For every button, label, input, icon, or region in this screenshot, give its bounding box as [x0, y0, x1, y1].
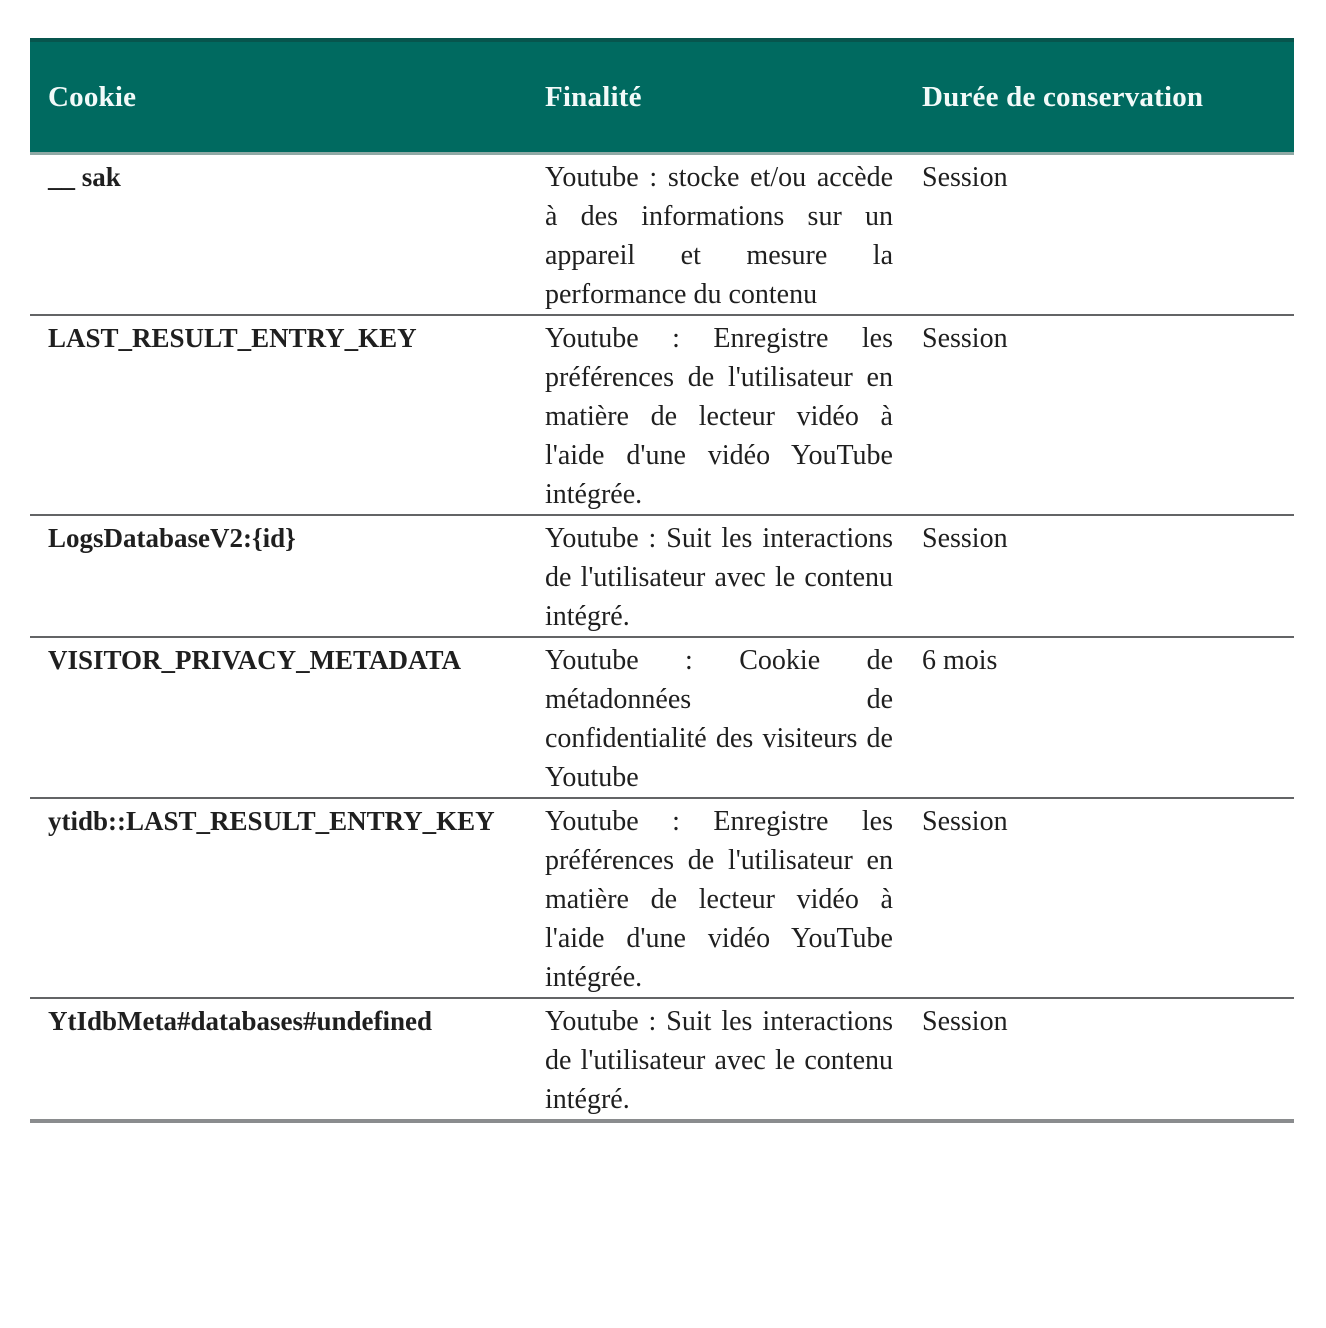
cookie-name-cell: ytidb::LAST_RESULT_ENTRY_KEY — [48, 806, 495, 836]
header-cell-purpose: Finalité — [545, 80, 642, 113]
cookie-name-cell: LogsDatabaseV2:{id} — [48, 523, 296, 553]
cookie-name-cell: LAST_RESULT_ENTRY_KEY — [48, 323, 417, 353]
table-row — [30, 997, 1294, 1119]
table-row — [30, 797, 1294, 997]
purpose-cell: Youtube : Suit les interactions de l'utilisateur avec le contenu intégré. — [545, 1006, 893, 1115]
duration-cell: Session — [922, 806, 1008, 837]
cookies-table — [30, 38, 1294, 1123]
duration-cell: 6 mois — [922, 645, 998, 676]
header-cell-duration: Durée de conservation — [922, 80, 1204, 113]
table-row — [30, 314, 1294, 514]
cookie-name-cell: YtIdbMeta#databases#undefined — [48, 1006, 433, 1036]
header-cell-cookie: Cookie — [48, 80, 137, 113]
purpose-cell: Youtube : Cookie de métadonnées de confidentialité des visiteurs de Youtube — [545, 645, 893, 793]
table-row — [30, 155, 1294, 314]
table-header-row — [30, 38, 1294, 155]
cookie-name-cell: __ sak — [48, 162, 121, 192]
duration-cell: Session — [922, 523, 1008, 554]
duration-cell: Session — [922, 162, 1008, 193]
purpose-cell: Youtube : Suit les interactions de l'utilisateur avec le contenu intégré. — [545, 523, 893, 632]
purpose-cell: Youtube : stocke et/ou accède à des informations sur un appareil et mesure la performance du contenu — [545, 162, 893, 310]
purpose-cell: Youtube : Enregistre les préférences de l'utilisateur en matière de lecteur vidéo à l'aide d'une vidéo YouTube intégrée. — [545, 323, 893, 510]
table-row — [30, 636, 1294, 797]
cookie-name-cell: VISITOR_PRIVACY_METADATA — [48, 645, 462, 675]
purpose-cell: Youtube : Enregistre les préférences de l'utilisateur en matière de lecteur vidéo à l'aide d'une vidéo YouTube intégrée. — [545, 806, 893, 993]
duration-cell: Session — [922, 323, 1008, 354]
table-row — [30, 514, 1294, 636]
duration-cell: Session — [922, 1006, 1008, 1037]
